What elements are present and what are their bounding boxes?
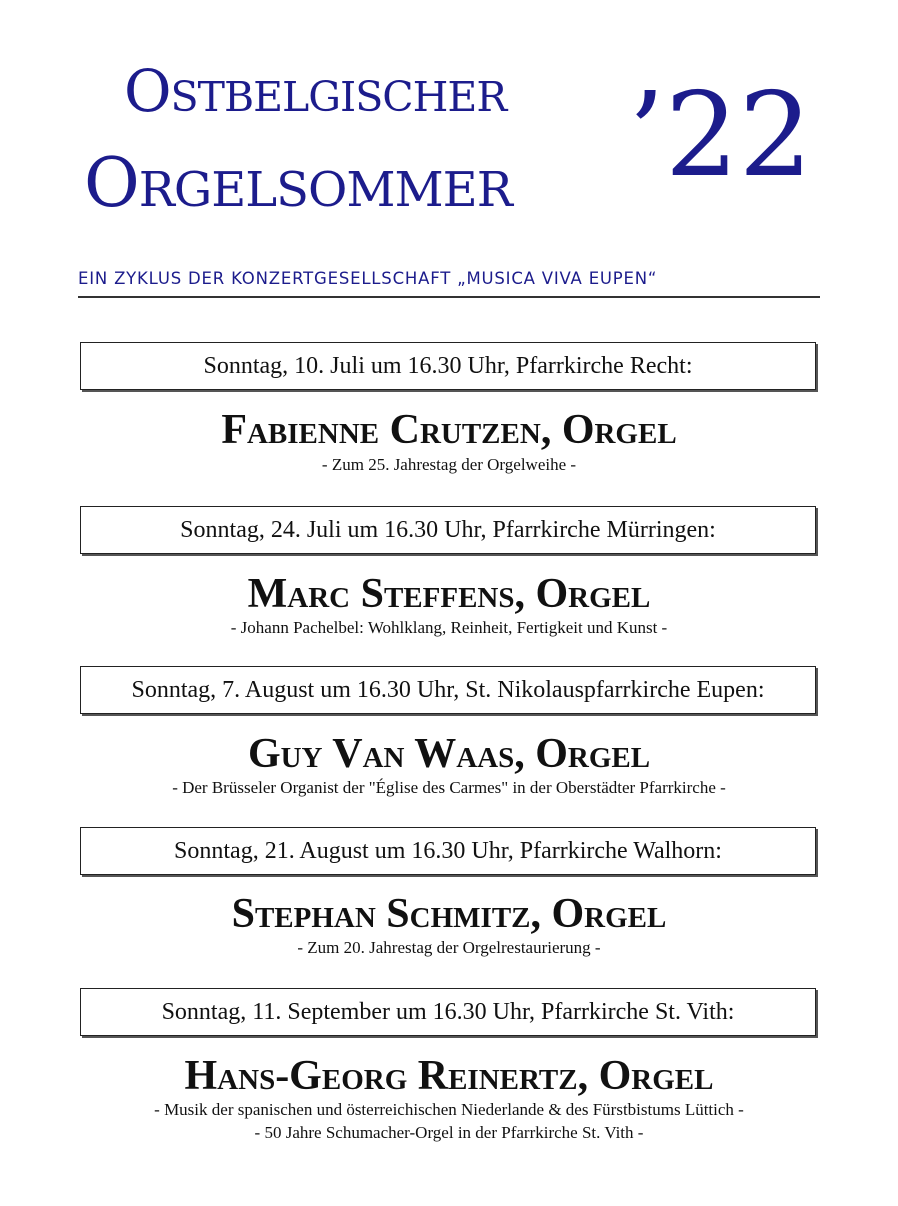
performer-name: Hans-Georg Reinertz, Orgel	[184, 1053, 714, 1099]
concert-note: - 50 Jahre Schumacher-Orgel in der Pfarrkirche St. Vith -	[254, 1123, 644, 1142]
date-box: Sonntag, 21. August um 16.30 Uhr, Pfarrkirche Walhorn:	[80, 827, 816, 875]
performer-name: Fabienne Crutzen, Orgel	[221, 407, 677, 453]
date-box: Sonntag, 10. Juli um 16.30 Uhr, Pfarrkirche Recht:	[80, 342, 816, 390]
concert-note: - Musik der spanischen und österreichischen Niederlande & des Fürstbistums Lüttich -	[154, 1100, 744, 1119]
subtitle: EIN ZYKLUS DER KONZERTGESELLSCHAFT „MUSICA VIVA EUPEN“	[78, 269, 658, 288]
title-line-1: Ostbelgischer	[124, 57, 507, 125]
title-line-2: Orgelsommer	[84, 144, 512, 223]
performer-name: Stephan Schmitz, Orgel	[231, 891, 667, 937]
date-box: Sonntag, 24. Juli um 16.30 Uhr, Pfarrkirche Mürringen:	[80, 506, 816, 554]
concert-note: - Zum 25. Jahrestag der Orgelweihe -	[321, 455, 577, 474]
concert-note: - Johann Pachelbel: Wohlklang, Reinheit, Fertigkeit und Kunst -	[230, 618, 668, 637]
date-box: Sonntag, 7. August um 16.30 Uhr, St. Nikolauspfarrkirche Eupen:	[80, 666, 816, 714]
subtitle-divider	[78, 296, 820, 298]
date-box: Sonntag, 11. September um 16.30 Uhr, Pfarrkirche St. Vith:	[80, 988, 816, 1036]
title-year: ’22	[628, 68, 813, 203]
performer-name: Guy Van Waas, Orgel	[247, 731, 651, 777]
performer-name: Marc Steffens, Orgel	[247, 571, 651, 617]
concert-note: - Der Brüsseler Organist der "Église des Carmes" in der Oberstädter Pfarrkirche -	[172, 778, 726, 797]
concert-note: - Zum 20. Jahrestag der Orgelrestaurierung -	[297, 938, 601, 957]
